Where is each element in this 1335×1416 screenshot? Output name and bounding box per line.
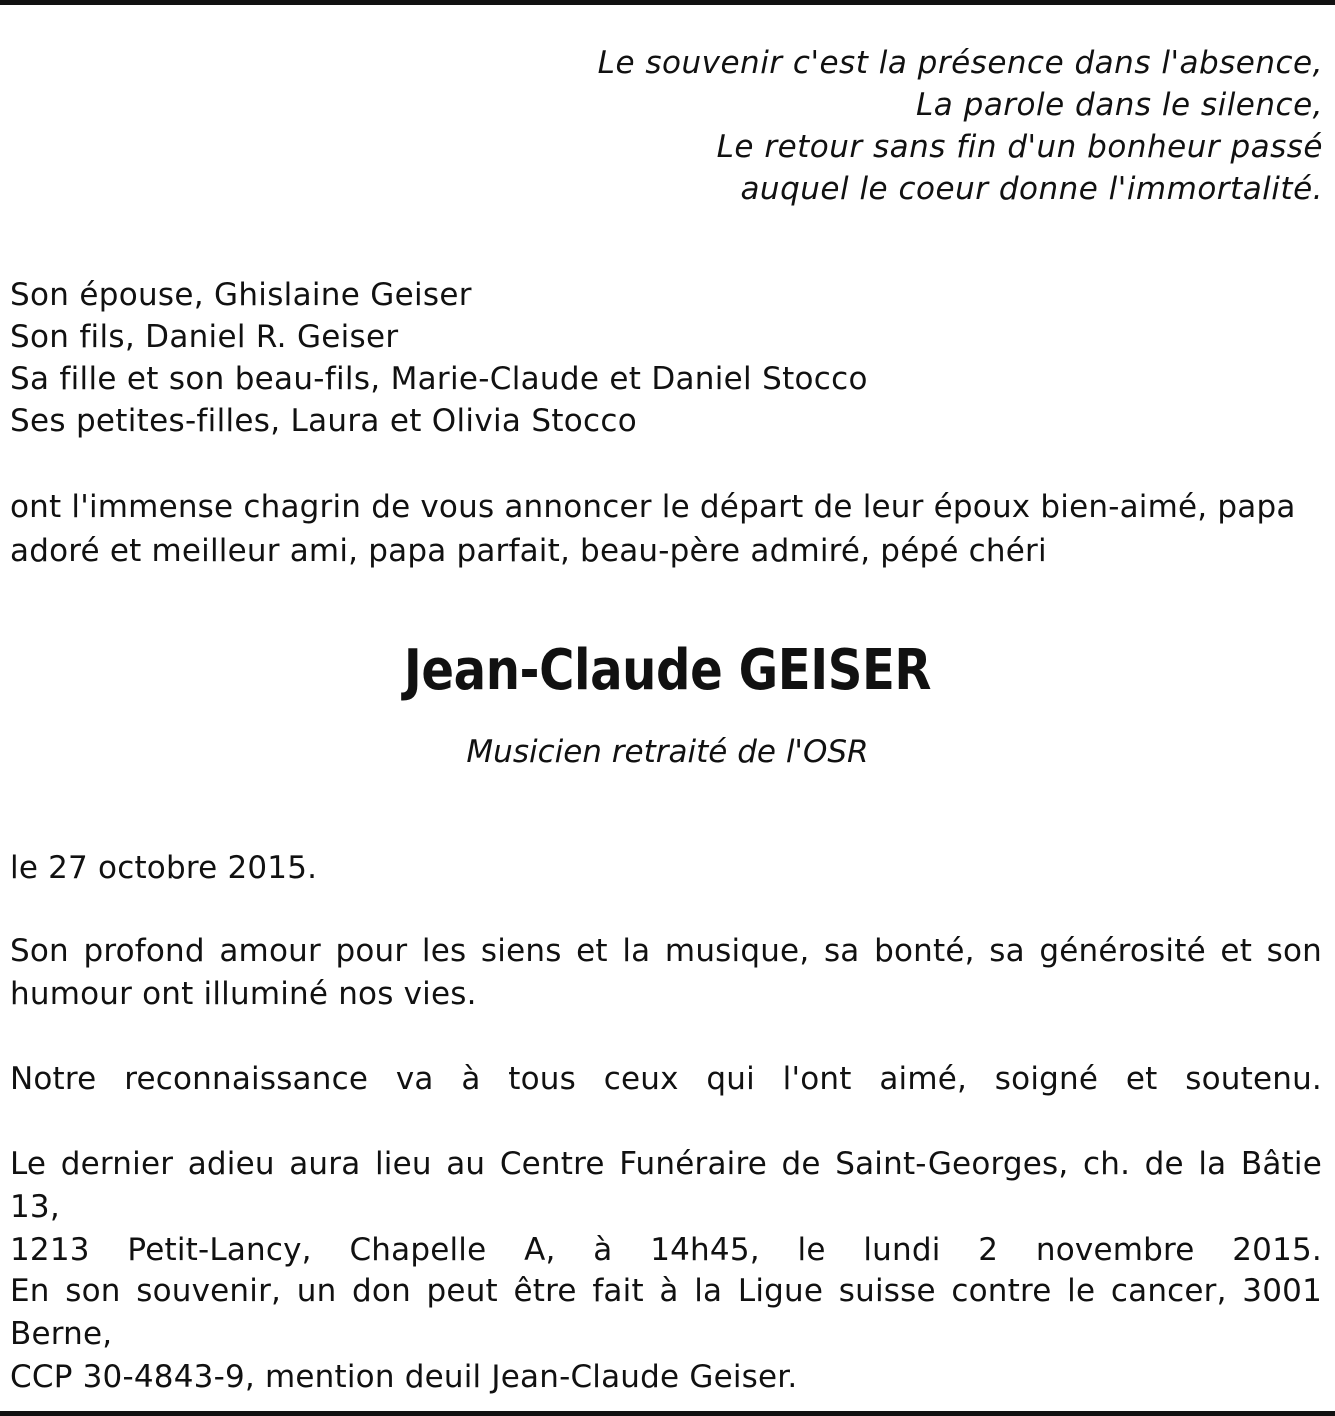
family-member: Sa fille et son beau-fils, Marie-Claude et Daniel Stocco — [10, 361, 868, 397]
date-text: le 27 octobre 2015. — [10, 850, 318, 886]
tribute-line: Son profond amour pour les siens et la musique, sa bonté, sa générosité et son — [10, 933, 1322, 969]
quote-line: auquel le coeur donne l'immortalité. — [740, 171, 1323, 207]
date-paragraph — [10, 847, 1322, 890]
announcement-text — [10, 485, 1310, 573]
donation-paragraph — [10, 1270, 1322, 1399]
ceremony-line: 1213 Petit-Lancy, Chapelle A, à 14h45, le lundi 2 novembre 2015. — [10, 1232, 1322, 1268]
quote-line: Le retour sans fin d'un bonheur passé — [716, 129, 1323, 165]
announcement-line: ont l'immense chagrin de vous annoncer le départ de leur époux bien-aimé, papa — [10, 489, 1296, 525]
thanks-text: Notre reconnaissance va à tous ceux qui l'ont aimé, soigné et soutenu. — [10, 1061, 1322, 1097]
thanks-paragraph — [10, 1058, 1322, 1101]
tribute-line: humour ont illuminé nos vies. — [10, 976, 477, 1012]
quote-line: La parole dans le silence, — [916, 87, 1323, 123]
ceremony-line: Le dernier adieu aura lieu au Centre Funéraire de Saint-Georges, ch. de la Bâtie 13, — [10, 1146, 1322, 1225]
ceremony-paragraph — [10, 1143, 1322, 1272]
family-member: Son fils, Daniel R. Geiser — [10, 319, 399, 355]
donation-line: En son souvenir, un don peut être fait à la Ligue suisse contre le cancer, 3001 Berne, — [10, 1273, 1322, 1352]
deceased-name: Jean-Claude GEISER — [403, 638, 932, 703]
bottom-border-rule — [0, 1411, 1335, 1416]
donation-line: CCP 30-4843-9, mention deuil Jean-Claude Geiser. — [10, 1359, 798, 1395]
deceased-role: Musicien retraité de l'OSR — [466, 734, 869, 770]
quote-line: Le souvenir c'est la présence dans l'absence, — [597, 45, 1323, 81]
family-list — [10, 274, 868, 442]
announcement-line: adoré et meilleur ami, papa parfait, beau-père admiré, pépé chéri — [10, 533, 1047, 569]
epigraph-quote — [423, 42, 1323, 210]
top-border-rule — [0, 0, 1335, 5]
family-member: Ses petites-filles, Laura et Olivia Stocco — [10, 403, 637, 439]
tribute-paragraph — [10, 930, 1322, 1016]
family-member: Son épouse, Ghislaine Geiser — [10, 277, 472, 313]
